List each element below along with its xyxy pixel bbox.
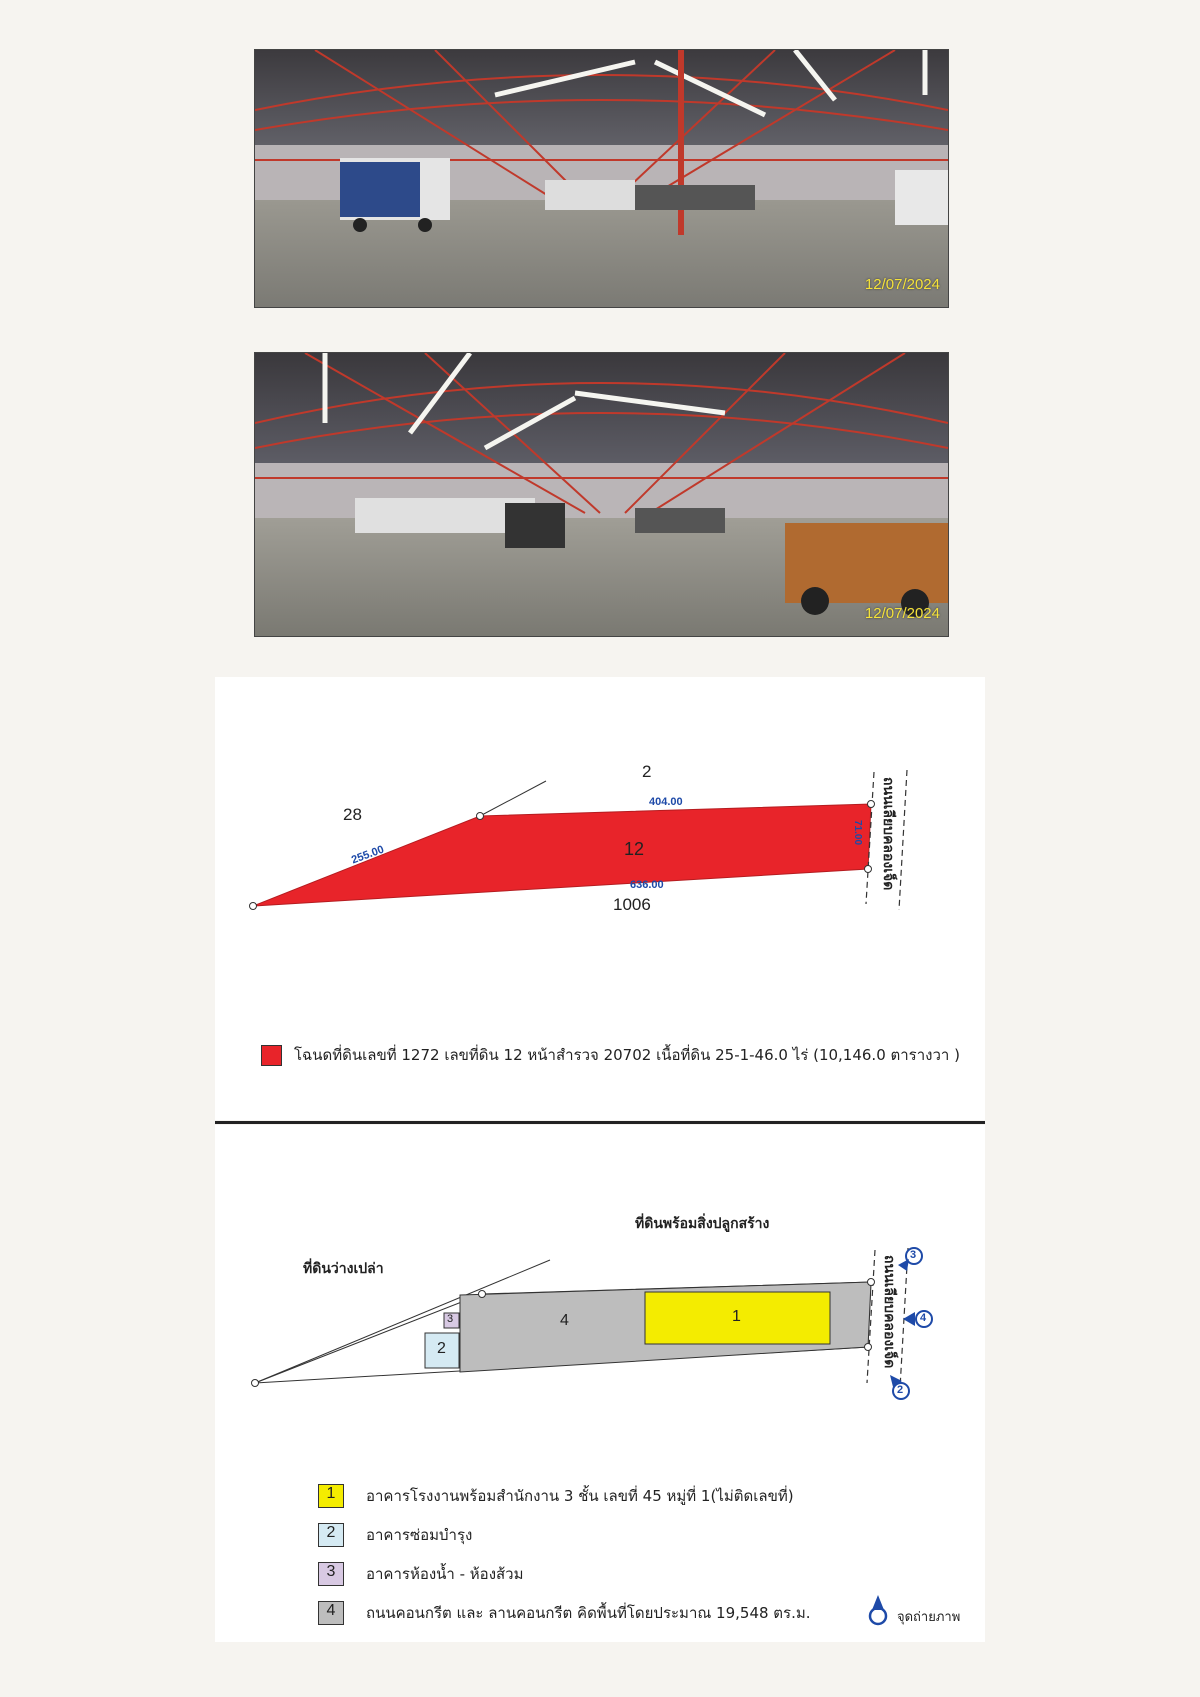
area-3-label: 3 [447,1313,454,1325]
area-4-label: 4 [560,1312,569,1329]
warehouse-photo-1 [254,49,949,308]
photo-point-3-label: 3 [910,1249,917,1261]
parcel-number: 12 [624,839,645,859]
photo-point-legend-icon [870,1595,886,1624]
area-2-label: 2 [437,1340,446,1357]
dimension-south: 636.00 [630,879,664,891]
legend-swatch-4: 4 [318,1601,344,1625]
photo-date-stamp: 12/07/2024 [864,276,940,293]
legend-item-3 [318,1562,523,1586]
section-divider [215,1121,985,1124]
label-north-land: ที่ดินพร้อมสิ่งปลูกสร้าง [635,1216,770,1232]
legend-text-3: อาคารห้องน้ำ - ห้องส้วม [366,1565,524,1583]
legend-item-2 [318,1523,472,1547]
adjacent-parcel-west: 28 [343,805,362,824]
photo-point-4-label: 4 [920,1312,927,1324]
dimension-east: 71.00 [852,819,864,846]
site-layout-panel [215,1125,985,1642]
area-1-label: 1 [732,1308,741,1325]
legend-swatch-3: 3 [318,1562,344,1586]
legend-text-4: ถนนคอนกรีต และ ลานคอนกรีต คิดพื้นที่โดยประมาณ 19,548 ตร.ม. [366,1604,811,1622]
land-plot-panel [215,677,985,1120]
legend-text-1: อาคารโรงงานพร้อมสำนักงาน 3 ชั้น เลขที่ 45 หมู่ที่ 1(ไม่ติดเลขที่) [366,1487,794,1505]
warehouse-photo-2 [254,352,949,637]
plot-legend [261,1043,960,1067]
legend-text-2: อาคารซ่อมบำรุง [366,1526,473,1544]
photo-point-4-icon [903,1311,932,1327]
photo-point-legend-label: จุดถ่ายภาพ [897,1610,961,1625]
plot-legend-text: โฉนดที่ดินเลขที่ 1272 เลขที่ดิน 12 หน้าสำรวจ 20702 เนื้อที่ดิน 25-1-46.0 ไร่ (10,146.0 ตารางวา ) [294,1046,960,1064]
legend-item-1 [318,1484,794,1508]
road-name: ถนนเลียบคลองเจ็ด [881,1255,897,1369]
legend-item-4 [318,1601,811,1625]
label-west-land: ที่ดินว่างเปล่า [303,1261,384,1277]
parcel-legend-swatch [261,1045,282,1066]
photo-point-2-label: 2 [897,1384,904,1396]
legend-swatch-1: 1 [318,1484,344,1508]
adjacent-parcel-south: 1006 [613,895,651,914]
dimension-west: 255.00 [349,843,386,867]
adjacent-parcel-north: 2 [642,762,652,781]
road-name: ถนนเลียบคลองเจ็ด [880,777,896,891]
photo-date-stamp: 12/07/2024 [864,605,940,622]
legend-swatch-2: 2 [318,1523,344,1547]
dimension-north: 404.00 [649,796,683,808]
